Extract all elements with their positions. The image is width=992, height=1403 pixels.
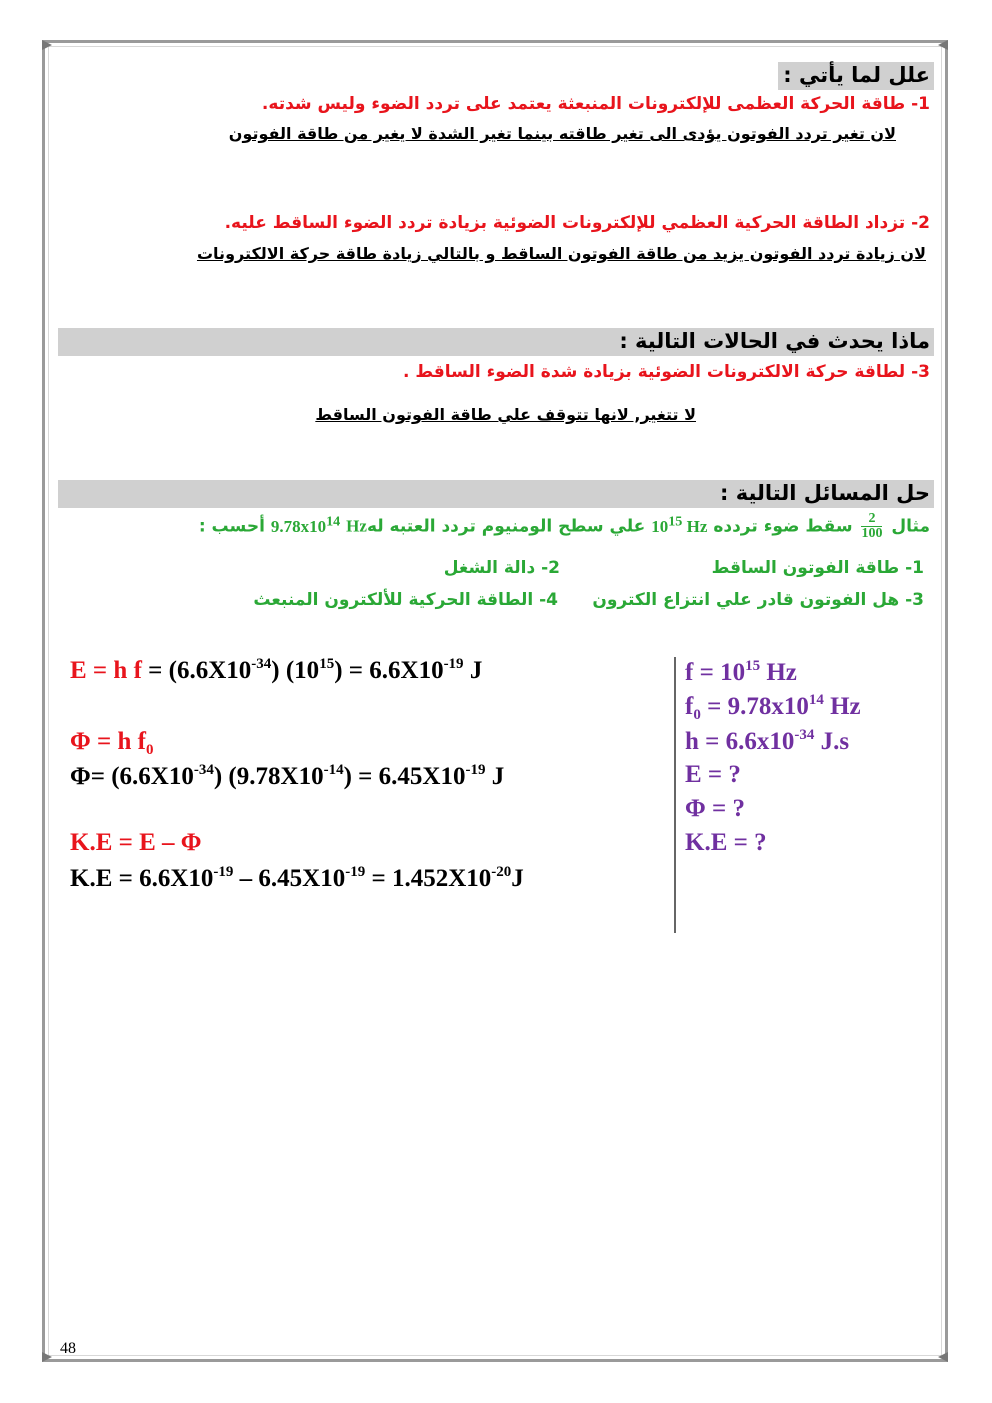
corner-ornament-icon bbox=[42, 1352, 52, 1362]
given-threshold-frequency: $f_0 = 9.78x10^{14}$ Hz bbox=[685, 692, 861, 723]
task-item-4: 4- الطاقة الحركية للألكترون المنبعث bbox=[253, 590, 558, 610]
task-item-2: 2- دالة الشغل bbox=[443, 558, 560, 578]
given-planck-constant: $h = 6.6x10^{-34}$ J.s bbox=[685, 727, 850, 755]
equation-kinetic-energy-value: $K.E = 6.6X10^{-19} - 6.45X10^{-19} = 1.452X10^{-20}J$ bbox=[70, 864, 524, 892]
corner-ornament-icon bbox=[42, 40, 52, 50]
equation-work-function: Φ = h $f_0$ bbox=[70, 728, 154, 758]
section-heading-problems: حل المسائل التالية : bbox=[58, 480, 934, 508]
given-frequency: $f = 10^{15}$ Hz bbox=[685, 658, 797, 686]
section-heading-explain: علل لما يأتي : bbox=[778, 62, 934, 90]
task-item-3: 3- هل الفوتون قادر علي انتزاع الكترون bbox=[592, 590, 924, 610]
page-number: 48 bbox=[60, 1340, 76, 1357]
unknown-kinetic-energy: K.E = ? bbox=[685, 829, 767, 856]
corner-ornament-icon bbox=[938, 1352, 948, 1362]
task-item-1: 1- طاقة الفوتون الساقط bbox=[711, 558, 924, 578]
question-2: 2- تزداد الطاقة الحركية العظمي للإلكترونات الضوئية بزيادة تردد الضوء الساقط عليه. bbox=[224, 213, 930, 233]
section-heading-what-happens: ماذا يحدث في الحالات التالية : bbox=[58, 328, 934, 356]
corner-ornament-icon bbox=[938, 40, 948, 50]
unknown-work-function: Φ = ? bbox=[685, 795, 745, 822]
equation-kinetic-energy: K.E = E – Φ bbox=[70, 829, 202, 856]
unknown-energy: E = ? bbox=[685, 761, 741, 788]
equation-photon-energy: E = h $f = (6.6X10^{-34}) (10^{15}) = 6.6X10^{-19}$ J bbox=[70, 656, 483, 684]
question-1: 1- طاقة الحركة العظمى للإلكترونات المنبعثة يعتمد على تردد الضوء وليس شدته. bbox=[261, 94, 930, 114]
answer-1: لان تغير تردد الفوتون يؤدى الى تغير طاقته بينما تغير الشدة لا يغير من طاقة الفوتون bbox=[228, 124, 896, 143]
fraction: $\frac{2}{100}$ bbox=[861, 511, 883, 541]
example-statement: مثال $\frac{2}{100}$ سقط ضوء تردده $10^{15}$ Hz علي سطح الومنيوم تردد العتبه لهHz $9.78x10^{14}$ أحسب : bbox=[198, 511, 930, 541]
column-divider bbox=[674, 657, 676, 933]
equation-work-function-value: $\Phi= (6.6X10^{-34}) (9.78X10^{-14}) = 6.45X10^{-19}$ J bbox=[70, 762, 505, 790]
answer-2: لان زيادة تردد الفوتون يزيد من طاقة الفوتون الساقط و بالتالي زيادة طاقة حركة الالكترونات bbox=[196, 244, 926, 263]
question-3: 3- لطاقة حركة الالكترونات الضوئية بزيادة شدة الضوء الساقط . bbox=[403, 362, 930, 382]
answer-3: لا تتغير, لانها تتوقف علي طاقة الفوتون الساقط bbox=[315, 405, 696, 424]
